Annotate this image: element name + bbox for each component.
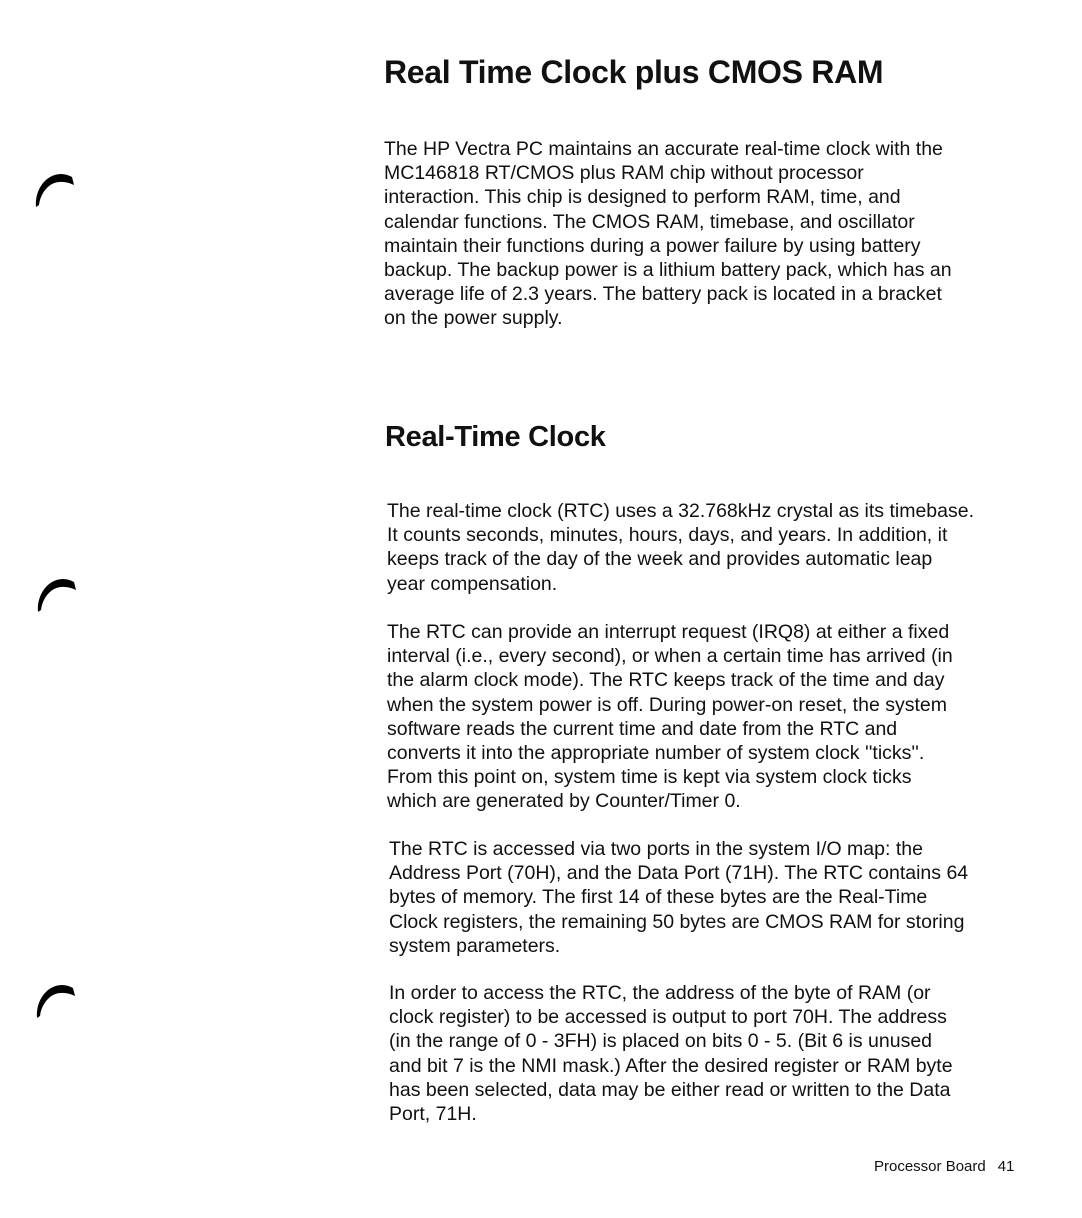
rtc-paragraph-access: In order to access the RTC, the address of the byte of RAM (or clock register) to be accessed is output to port 70H. The address (in the range of 0 - 3FH) is placed on bits 0 - 5. (Bit 6 is unused and bit 7 is the NMI mask.) After the desired register or RAM byte has been selected, data may be either read or written to the Data Port, 71H. xyxy=(389,982,953,1126)
rtc-paragraph-ports: The RTC is accessed via two ports in the system I/O map: the Address Port (70H), and the Data Port (71H). The RTC contains 64 bytes of memory. The first 14 of these bytes are the Real-Time Clock registers, the remaining 50 bytes are CMOS RAM for storing system parameters. xyxy=(389,838,969,957)
page-footer xyxy=(874,1157,1014,1177)
rtc-paragraph-timebase: The real-time clock (RTC) uses a 32.768kHz crystal as its timebase. It counts seconds, minutes, hours, days, and years. In addition, it keeps track of the day of the week and provides automatic leap year compensation. xyxy=(387,500,974,595)
page-title: Real Time Clock plus CMOS RAM xyxy=(384,54,884,90)
binder-hole-mark-icon xyxy=(35,982,75,1020)
section-title-real-time-clock: Real-Time Clock xyxy=(385,421,606,453)
rtc-paragraph-interrupt: The RTC can provide an interrupt request (IRQ8) at either a fixed interval (i.e., every second), or when a certain time has arrived (in the alarm clock mode). The RTC keeps track of the time and day when the system power is off. During power-on reset, the system software reads the current time and date from the RTC and converts it into the appropriate number of system clock ''ticks''. From this point on, system time is kept via system clock ticks which are generated by Counter/Timer 0. xyxy=(387,621,953,813)
page-number: 41 xyxy=(997,1158,1015,1175)
binder-hole-mark-icon xyxy=(34,171,74,209)
binder-hole-mark-icon xyxy=(36,576,76,614)
footer-section-name: Processor Board xyxy=(874,1158,986,1175)
intro-paragraph: The HP Vectra PC maintains an accurate real-time clock with the MC146818 RT/CMOS plus RAM chip without processor interaction. This chip is designed to perform RAM, time, and calendar functions. The CMOS RAM, timebase, and oscillator maintain their functions during a power failure by using battery backup. The backup power is a lithium battery pack, which has an average life of 2.3 years. The battery pack is located in a bracket on the power supply. xyxy=(384,138,952,330)
